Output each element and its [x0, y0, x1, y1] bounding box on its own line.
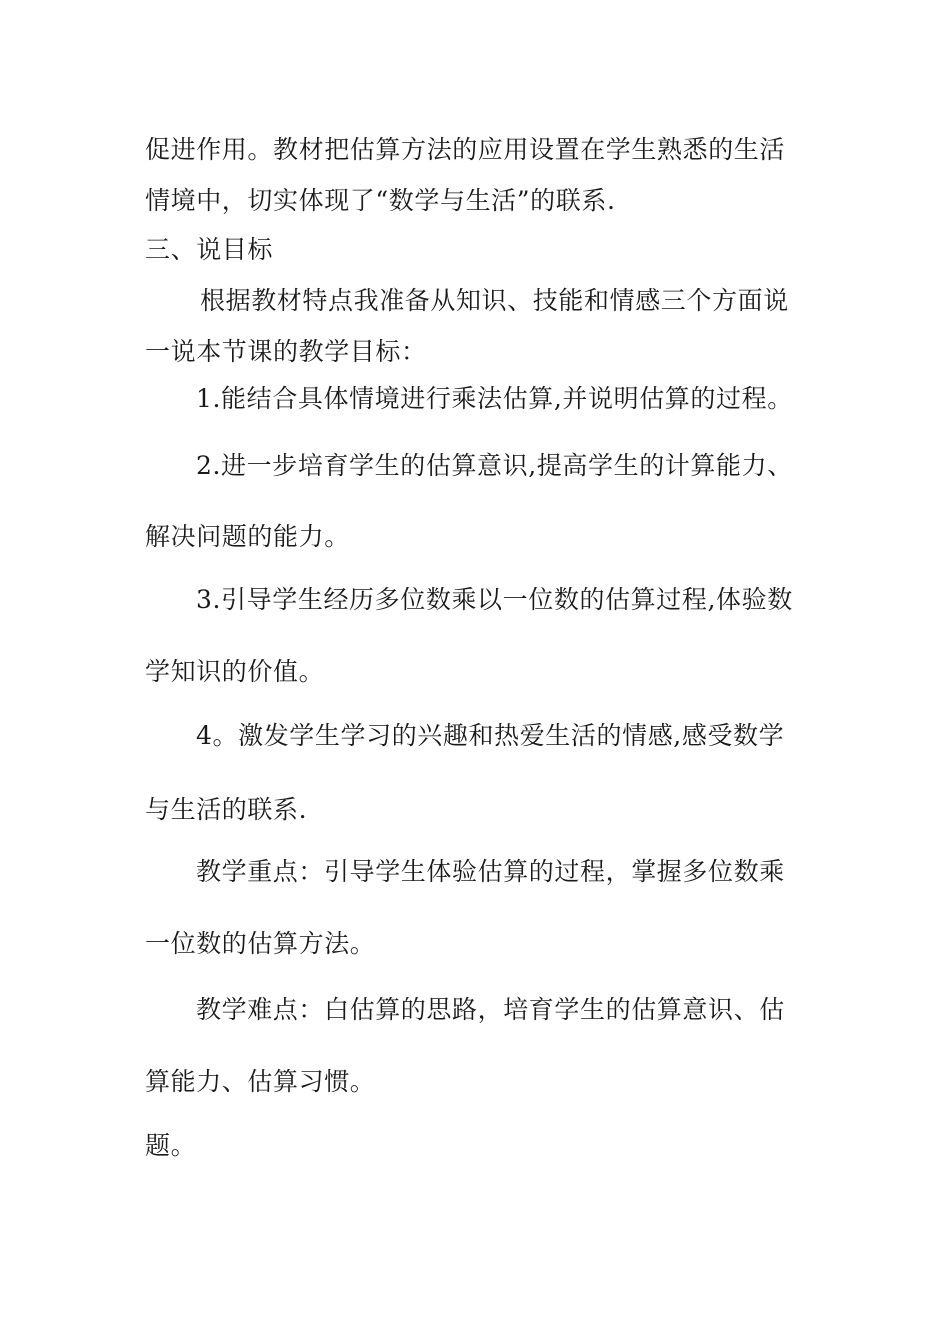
text-line: 一位数的估算方法。 — [145, 929, 376, 958]
text-line: 解决问题的能力。 — [145, 522, 350, 551]
objective-item: 2.进一步培育学生的估算意识,提高学生的计算能力、 — [196, 451, 793, 480]
text-line: 与生活的联系. — [145, 795, 308, 824]
objective-item: 1.能结合具体情境进行乘法估算,并说明估算的过程。 — [196, 384, 793, 413]
text-line: 学知识的价值。 — [145, 657, 325, 686]
objective-item: 3.引导学生经历多位数乘以一位数的估算过程,体验数 — [196, 585, 793, 614]
text-line: 一说本节课的教学目标： — [145, 337, 427, 366]
text-line: 题。 — [145, 1131, 197, 1160]
text-line: 情境中，切实体现了“数学与生活”的联系. — [145, 186, 616, 215]
objective-item: 4。激发学生学习的兴趣和热爱生活的情感,感受数学 — [196, 721, 785, 750]
difficult-point: 教学难点：白估算的思路，培育学生的估算意识、估 — [196, 995, 785, 1024]
text-line: 算能力、估算习惯。 — [145, 1067, 376, 1096]
text-line: 促进作用。教材把估算方法的应用设置在学生熟悉的生活 — [145, 135, 786, 164]
section-heading: 三、说目标 — [145, 235, 274, 264]
text-line: 根据教材特点我准备从知识、技能和情感三个方面说 — [200, 286, 789, 315]
key-point: 教学重点：引导学生体验估算的过程，掌握多位数乘 — [196, 857, 785, 886]
